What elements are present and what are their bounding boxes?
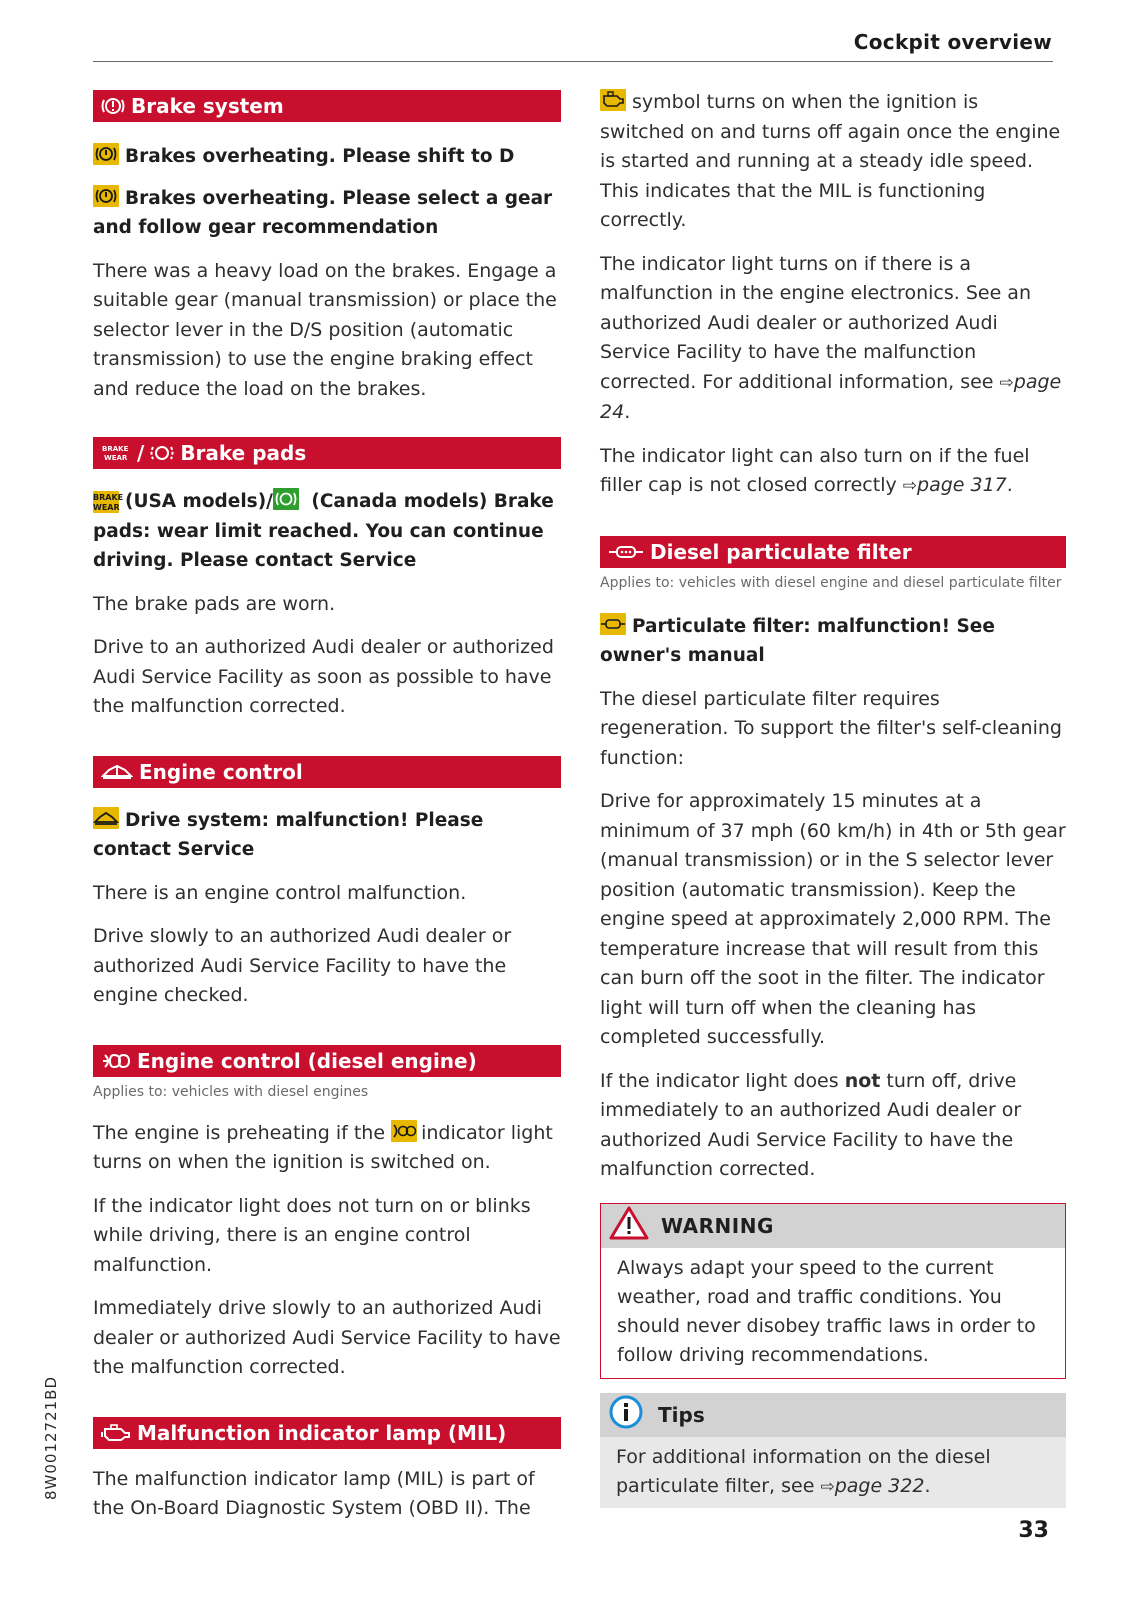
svg-text:WEAR: WEAR [104, 454, 128, 462]
message-heading: BRAKE WEAR (USA models)/ (Canada models) Brake pads: wear limit reached. You can continue driving. Please contact Service [93, 487, 561, 576]
particulate-filter-icon [608, 542, 644, 562]
header-rule [93, 61, 1053, 62]
body-text: There was a heavy load on the brakes. Engage a suitable gear (manual transmission) or place the selector lever in the D/S position (automatic transmission) to use the engine braking effect and reduce the load on the brakes. [93, 259, 557, 400]
applies-note: Applies to: vehicles with diesel engines [93, 1083, 369, 1100]
engine-indicator-icon [93, 807, 119, 829]
svg-text:BRAKE: BRAKE [102, 445, 129, 453]
right-column [600, 88, 1066, 1508]
engine-icon [101, 762, 133, 782]
section-title: Brake system [131, 94, 284, 118]
tips-text: For additional information on the diesel particulate filter, see ⇨page 322. [616, 1445, 991, 1497]
info-icon [608, 1394, 644, 1435]
running-header: Cockpit overview [853, 30, 1052, 54]
section-bar-diesel-engine [93, 1045, 561, 1077]
brake-pad-indicator-icon [273, 488, 299, 510]
tips-header [600, 1393, 1066, 1437]
document-code: 8W0012721BD [42, 1375, 60, 1500]
body-text: The engine is preheating if the indicator light turns on when the ignition is switched on. [93, 1121, 553, 1173]
message-heading: Brakes overheating. Please select a gear and follow gear recommendation [93, 184, 561, 243]
warning-header [601, 1204, 1065, 1248]
body-text: The diesel particulate filter requires regeneration. To support the filter's self-cleaning function: [600, 687, 1062, 769]
section-bar-engine-control [93, 756, 561, 788]
warning-box [600, 1203, 1066, 1379]
page-reference-arrow-icon: ⇨ [902, 476, 918, 496]
page-reference-arrow-icon: ⇨ [820, 1476, 835, 1497]
body-text: If the indicator light does not turn off, drive immediately to an authorized Audi dealer or authorized Audi Service Facility to have the malfunction corrected. [600, 1069, 1022, 1180]
glow-plug-icon [101, 1051, 131, 1071]
page-link[interactable]: page 322 [834, 1474, 925, 1497]
body-text: The indicator light can also turn on if the fuel filler cap is not closed correctly ⇨page 317. [600, 444, 1030, 496]
page-link[interactable]: page 24 [600, 370, 1062, 423]
body-text: The indicator light turns on if there is a malfunction in the engine electronics. See an authorized Audi dealer or authorized Audi Service Facility to have the malfunction corrected. For additional information, see ⇨page 24. [600, 252, 1062, 423]
section-title: Malfunction indicator lamp (MIL) [137, 1420, 507, 1445]
body-text: If the indicator light does not turn on or blinks while driving, there is an engine control malfunction. [93, 1194, 531, 1276]
brake-indicator-icon [93, 185, 119, 207]
message-heading: Particulate filter: malfunction! See owner's manual [600, 612, 1066, 671]
applies-note: Applies to: vehicles with diesel engine and diesel particulate filter [600, 574, 1062, 591]
particulate-filter-indicator-icon [600, 613, 626, 635]
warning-title: WARNING [661, 1213, 774, 1238]
page-link[interactable]: page 317 [917, 474, 1007, 496]
section-bar-dpf [600, 536, 1066, 568]
body-text: Drive slowly to an authorized Audi dealer or authorized Audi Service Facility to have the engine checked. [93, 925, 512, 1006]
body-text: symbol turns on when the ignition is switched on and turns off again once the engine is started and running at a steady idle speed. This indicates that the MIL is functioning correctly. [600, 91, 1061, 231]
body-text: Immediately drive slowly to an authorized Audi dealer or authorized Audi Service Facility to have the malfunction corrected. [93, 1297, 561, 1378]
body-text: Drive for approximately 15 minutes at a minimum of 37 mph (60 km/h) in 4th or 5th gear (manual transmission) or in the S selector lever position (automatic transmission). Keep the engine speed at approximately 2,000 RPM. The temperature increase that will result from this can burn off the soot in the filter. The indicator light will turn off when the cleaning has completed successfully. [600, 790, 1066, 1048]
tips-box [600, 1393, 1066, 1508]
mil-indicator-icon [600, 89, 626, 111]
body-text: Drive to an authorized Audi dealer or authorized Audi Service Facility as soon as possible to have the malfunction corrected. [93, 636, 554, 717]
left-column [93, 90, 561, 1524]
section-bar-brake-system [93, 90, 561, 122]
warning-text: Always adapt your speed to the current weather, road and traffic conditions. You should never disobey traffic laws in order to follow driving recommendations. [617, 1256, 1036, 1366]
tips-title: Tips [658, 1402, 705, 1427]
section-title: Diesel particulate filter [650, 539, 912, 564]
glow-plug-indicator-icon [391, 1120, 417, 1142]
brake-wear-icon [101, 443, 131, 463]
section-title: Brake pads [180, 441, 307, 465]
section-title: Engine control [139, 759, 303, 784]
body-text: The malfunction indicator lamp (MIL) is part of the On-Board Diagnostic System (OBD II). The [93, 1467, 535, 1519]
page-number: 33 [1018, 1518, 1049, 1543]
body-text: There is an engine control malfunction. [93, 881, 467, 904]
section-bar-mil [93, 1417, 561, 1449]
brake-pad-icon [150, 443, 174, 463]
check-engine-icon [101, 1423, 131, 1443]
message-heading: Brakes overheating. Please shift to D [93, 142, 561, 172]
section-bar-brake-pads: BRAKE WEAR / Brake pads [93, 437, 561, 469]
brake-wear-indicator-icon: BRAKE WEAR [93, 493, 124, 512]
body-text: The brake pads are worn. [93, 592, 336, 615]
warning-triangle-icon [609, 1206, 649, 1245]
page-reference-arrow-icon: ⇨ [999, 372, 1014, 393]
message-heading: Drive system: malfunction! Please contact Service [93, 806, 561, 865]
section-title: Engine control (diesel engine) [137, 1048, 477, 1073]
brake-indicator-icon [93, 143, 119, 165]
brake-warning-icon [101, 96, 125, 116]
